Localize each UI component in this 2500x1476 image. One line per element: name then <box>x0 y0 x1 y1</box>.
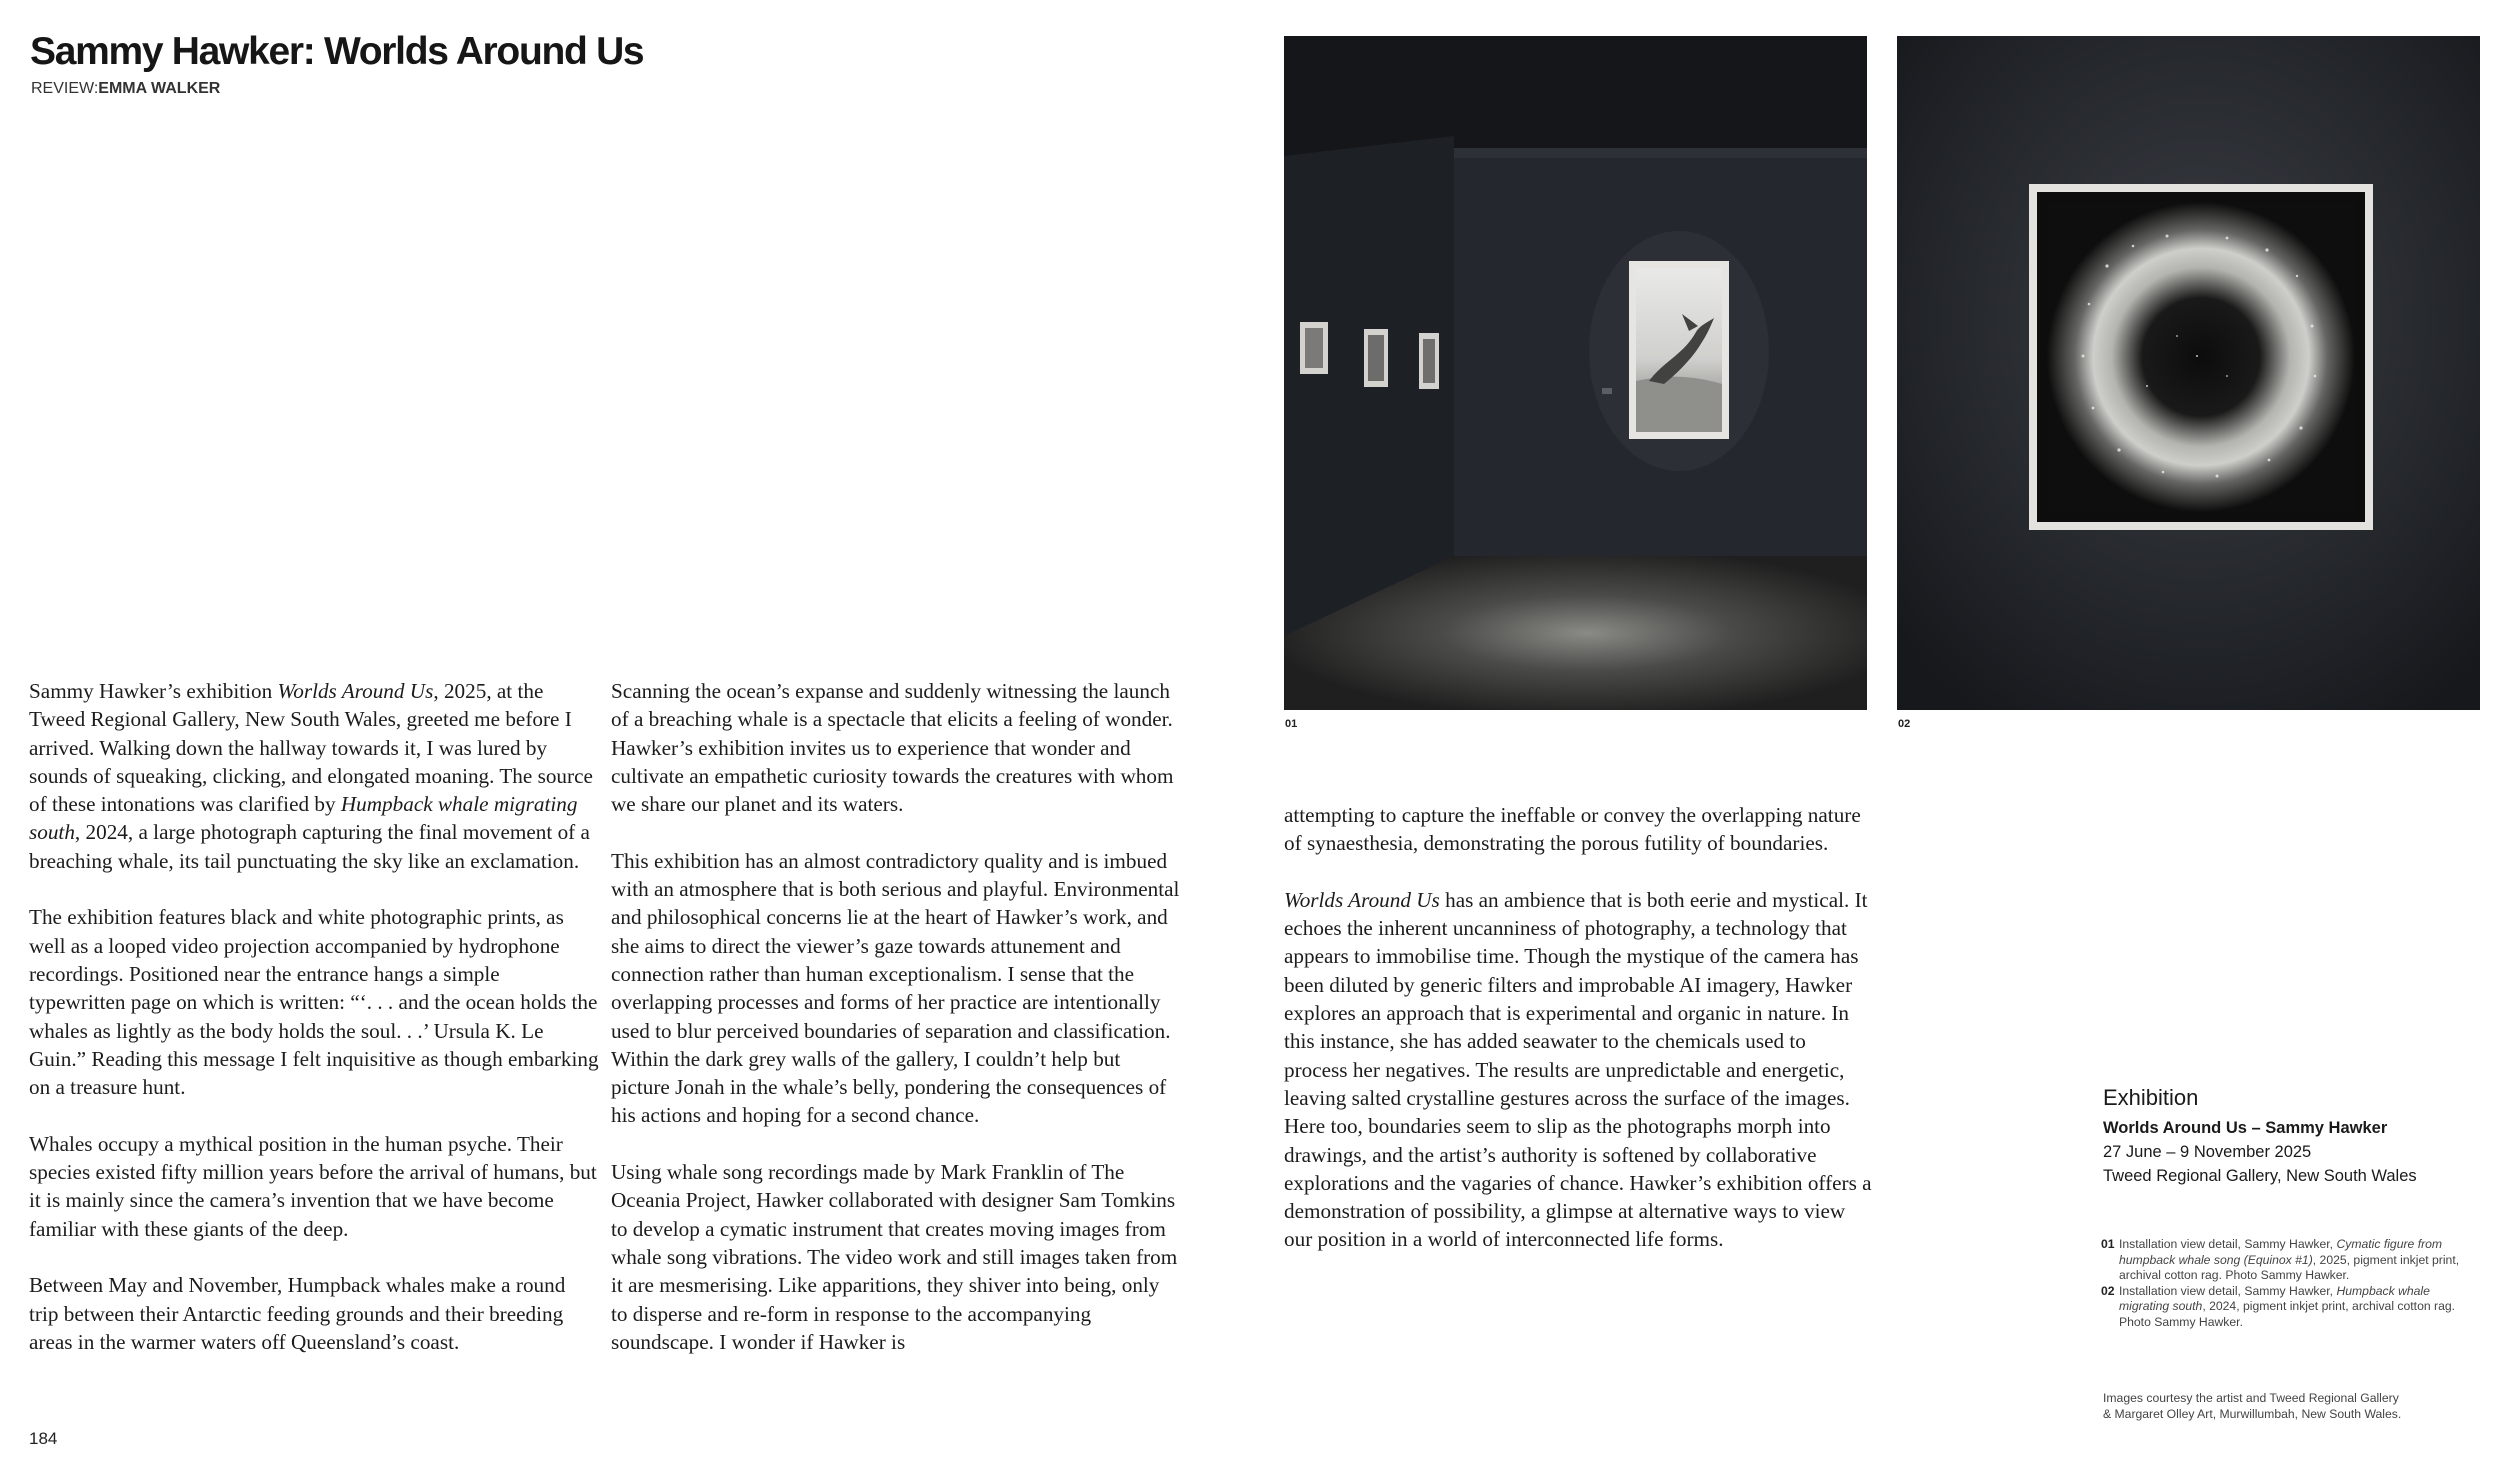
caption-work-title: Humpback whale migrating south <box>2119 1283 2430 1313</box>
paragraph-text: Between May and November, Humpback whales make a round trip between their Antarctic feeding grounds and their breeding areas in the warmer waters off Queensland’s coast. <box>29 1273 566 1354</box>
cymatic-print-photo <box>1897 36 2480 710</box>
image-courtesy-note: Images courtesy the artist and Tweed Regional Gallery & Margaret Olley Art, Murwillumbah, New South Wales. <box>2103 1391 2402 1421</box>
image-plate-02: 02 <box>1898 718 1911 730</box>
paragraph-text: Whales occupy a mythical position in the human psyche. Their species existed fifty million years before the arrival of humans, but it is mainly since the camera’s invention that we have become familiar with these giants of the deep. <box>29 1131 597 1241</box>
italic-title-text: Humpback whale migrating south <box>29 792 578 845</box>
caption-work-title: Cymatic figure from humpback whale song (Equinox #1) <box>2119 1237 2443 1267</box>
italic-title-text: Worlds Around Us <box>1284 887 1440 912</box>
image-caption <box>2101 1237 2461 1284</box>
paragraph-text: attempting to capture the ineffable or convey the overlapping nature of synaesthesia, demonstrating the porous futility of boundaries. <box>1284 803 1861 856</box>
reviewer-name: EMMA WALKER <box>98 80 221 97</box>
caption-number: 01 <box>2101 1237 2115 1251</box>
image-plate-01: 01 <box>1285 718 1298 730</box>
article-title: Sammy Hawker: Worlds Around Us <box>30 30 644 73</box>
paragraph-text: , 2024, a large photograph capturing the final movement of a breaching whale, its tail punctuating the sky like an exclamation. <box>29 820 590 873</box>
paragraph-text: Using whale song recordings made by Mark Franklin of The Oceania Project, Hawker collaborated with designer Sam Tomkins to develop a cymatic instrument that creates moving images from whale song vibrations. The video work and still images taken from it are mesmerising. Like apparitions, they shiver into being, only to disperse and re-form in response to the accompanying soundscape. I wonder if Hawker is <box>611 1160 1178 1354</box>
caption-text-run: , 2025, pigment inkjet print, archival cotton rag. Photo Sammy Hawker. <box>2119 1252 2460 1282</box>
paragraph-text: Scanning the ocean’s expanse and suddenly witnessing the launch of a breaching whale is a spectacle that elicits a feeling of wonder. Hawker’s exhibition invites us to experience that wonder and cultivate an empathetic curiosity towards the creatures with whom we share our planet and its waters. <box>611 679 1174 817</box>
paragraph-text: The exhibition features black and white photographic prints, as well as a looped video projection accompanied by hydrophone recordings. Positioned near the entrance hangs a simple typewritten page on which is written: “‘. . . and the ocean holds the whales as lightly as the body holds the soul. . .’ Ursula K. Le Guin.” Reading this message I felt inquisitive as though embarking on a treasure hunt. <box>29 905 599 1100</box>
exhibition-dates: 27 June – 9 November 2025 <box>2103 1143 2312 1161</box>
body-paragraph <box>611 847 1181 1130</box>
body-column-3 <box>1284 801 1874 1254</box>
gallery-installation-photo <box>1284 36 1867 710</box>
body-column-1 <box>29 677 599 1356</box>
body-paragraph <box>29 903 599 1101</box>
caption-text-run: Installation view detail, Sammy Hawker, <box>2119 1237 2337 1251</box>
page-number: 184 <box>29 1429 58 1448</box>
paragraph-text: Sammy Hawker’s exhibition <box>29 679 278 703</box>
body-column-2 <box>611 677 1181 1356</box>
exhibition-title: Worlds Around Us – Sammy Hawker <box>2103 1119 2388 1137</box>
italic-title-text: Worlds Around Us <box>277 679 434 703</box>
body-paragraph <box>1284 886 1874 1254</box>
exhibition-info <box>2103 1085 2483 1188</box>
image-caption <box>2101 1284 2461 1331</box>
paragraph-text: This exhibition has an almost contradictory quality and is imbued with an atmosphere that is both serious and playful. Environmental and philosophical concerns lie at the heart of Hawker’s work, and she aims to direct the viewer’s gaze towards attunement and connection rather than human exceptionalism. I sense that the overlapping processes and forms of her practice are intentionally used to blur perceived boundaries of separation and classification. Within the dark grey walls of the gallery, I couldn’t help but picture Jonah in the whale’s belly, pondering the consequences of his actions and hoping for a second chance. <box>611 848 1180 1128</box>
body-paragraph <box>29 1130 599 1243</box>
review-byline <box>31 80 220 98</box>
caption-text <box>2119 1237 2461 1284</box>
image-captions <box>2101 1237 2461 1330</box>
body-paragraph <box>29 677 599 875</box>
body-paragraph <box>611 1158 1181 1356</box>
exhibition-heading: Exhibition <box>2103 1085 2199 1110</box>
body-paragraph <box>29 1271 599 1356</box>
review-label: REVIEW: <box>31 80 99 97</box>
caption-number: 02 <box>2101 1283 2115 1298</box>
caption-text <box>2119 1284 2461 1331</box>
caption-text-run: Installation view detail, Sammy Hawker, <box>2119 1283 2337 1298</box>
caption-text-run: , 2024, pigment inkjet print, archival cotton rag. Photo Sammy Hawker. <box>2119 1299 2456 1329</box>
body-paragraph <box>1284 801 1874 858</box>
paragraph-text: has an ambience that is both eerie and mystical. It echoes the inherent uncanniness of photography, a technology that appears to immobilise time. Though the mystique of the camera has been diluted by generic filters and improbable AI imagery, Hawker explores an approach that is experimental and organic in nature. In this instance, she has added seawater to the chemicals used to process her negatives. The results are unpredictable and energetic, leaving salted crystalline gestures across the surface of the images. Here too, boundaries seem to slip as the photographs morph into drawings, and the artist’s authority is softened by collaborative explorations and the vagaries of chance. Hawker’s exhibition offers a demonstration of possibility, a glimpse at alternative ways to view our position in a world of interconnected life forms. <box>1284 887 1872 1252</box>
paragraph-text: , 2025, at the Tweed Regional Gallery, New South Wales, greeted me before I arrived. Walking down the hallway towards it, I was lured by sounds of squeaking, clicking, and elongated moaning. The source of these intonations was clarified by <box>29 679 593 817</box>
body-paragraph <box>611 677 1181 818</box>
exhibition-venue: Tweed Regional Gallery, New South Wales <box>2103 1167 2417 1185</box>
